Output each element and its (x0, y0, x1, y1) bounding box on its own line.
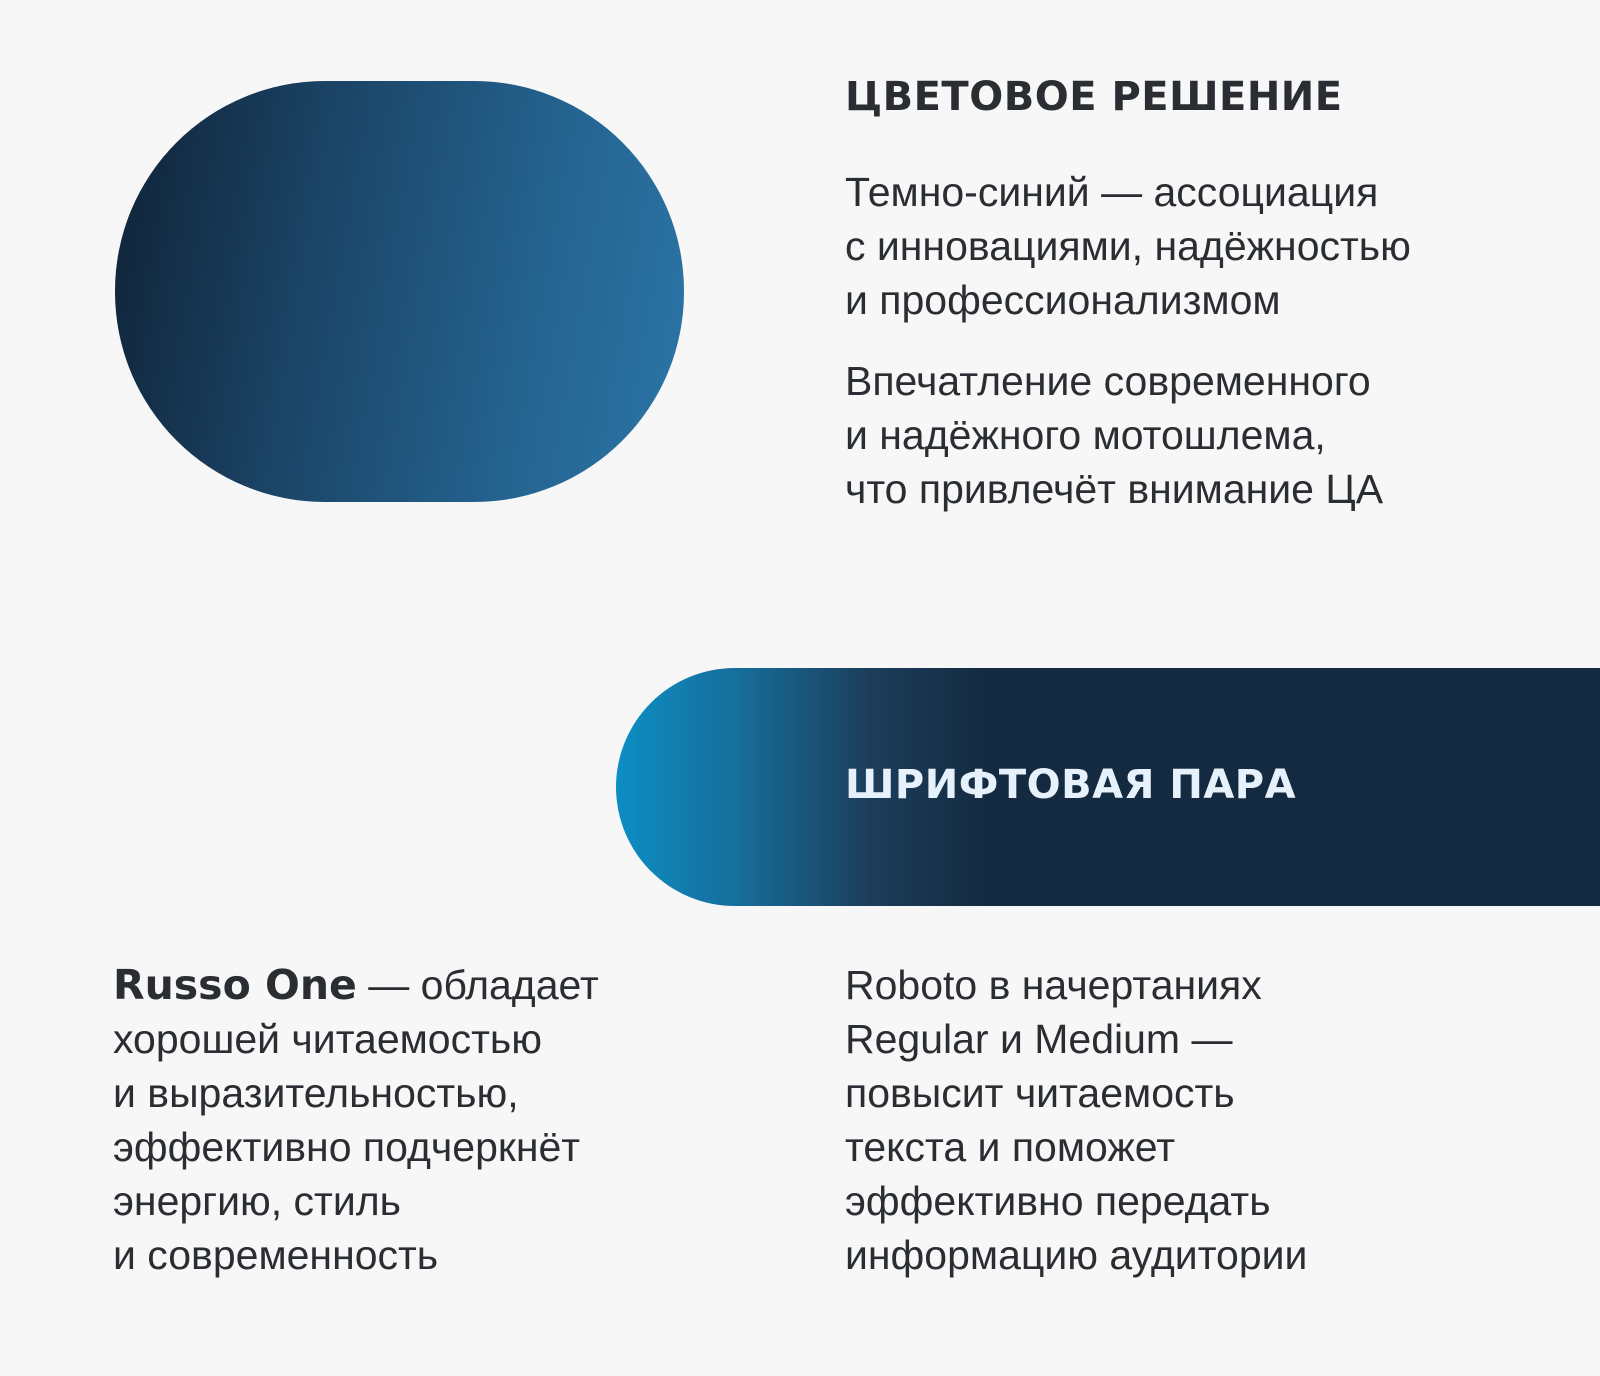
text-line: с инновациями, надёжностью (845, 223, 1411, 269)
text-line: хорошей читаемостью (113, 1016, 542, 1062)
text-line: Roboto в начертаниях (845, 962, 1262, 1008)
color-impression (845, 354, 1383, 516)
text-fragment: — обладает (356, 962, 599, 1008)
text-line: Впечатление современного (845, 358, 1371, 404)
text-line: и профессионализмом (845, 277, 1281, 323)
text-line: повысит читаемость (845, 1070, 1235, 1116)
text-line (113, 958, 599, 1012)
text-line: Темно-синий — ассоциация (845, 169, 1379, 215)
color-swatch (115, 81, 684, 502)
text-line: эффективно подчеркнёт (113, 1124, 581, 1170)
text-line: что привлечёт внимание ЦА (845, 466, 1384, 512)
color-description (845, 165, 1411, 327)
roboto-description (845, 958, 1307, 1282)
text-line: информацию аудитории (845, 1232, 1308, 1278)
text-line: энергию, стиль (113, 1178, 402, 1224)
text-line: и выразительностью, (113, 1070, 519, 1116)
russo-one-description (113, 958, 599, 1282)
font-section-title: ШРИФТОВАЯ ПАРА (845, 762, 1297, 808)
text-line: эффективно передать (845, 1178, 1271, 1224)
text-line: Regular и Medium — (845, 1016, 1233, 1062)
font-name: Russo One (113, 961, 357, 1009)
color-section-title: ЦВЕТОВОЕ РЕШЕНИЕ (845, 74, 1343, 120)
text-line: и надёжного мотошлема, (845, 412, 1326, 458)
text-line: и современность (113, 1232, 439, 1278)
text-line: текста и поможет (845, 1124, 1176, 1170)
